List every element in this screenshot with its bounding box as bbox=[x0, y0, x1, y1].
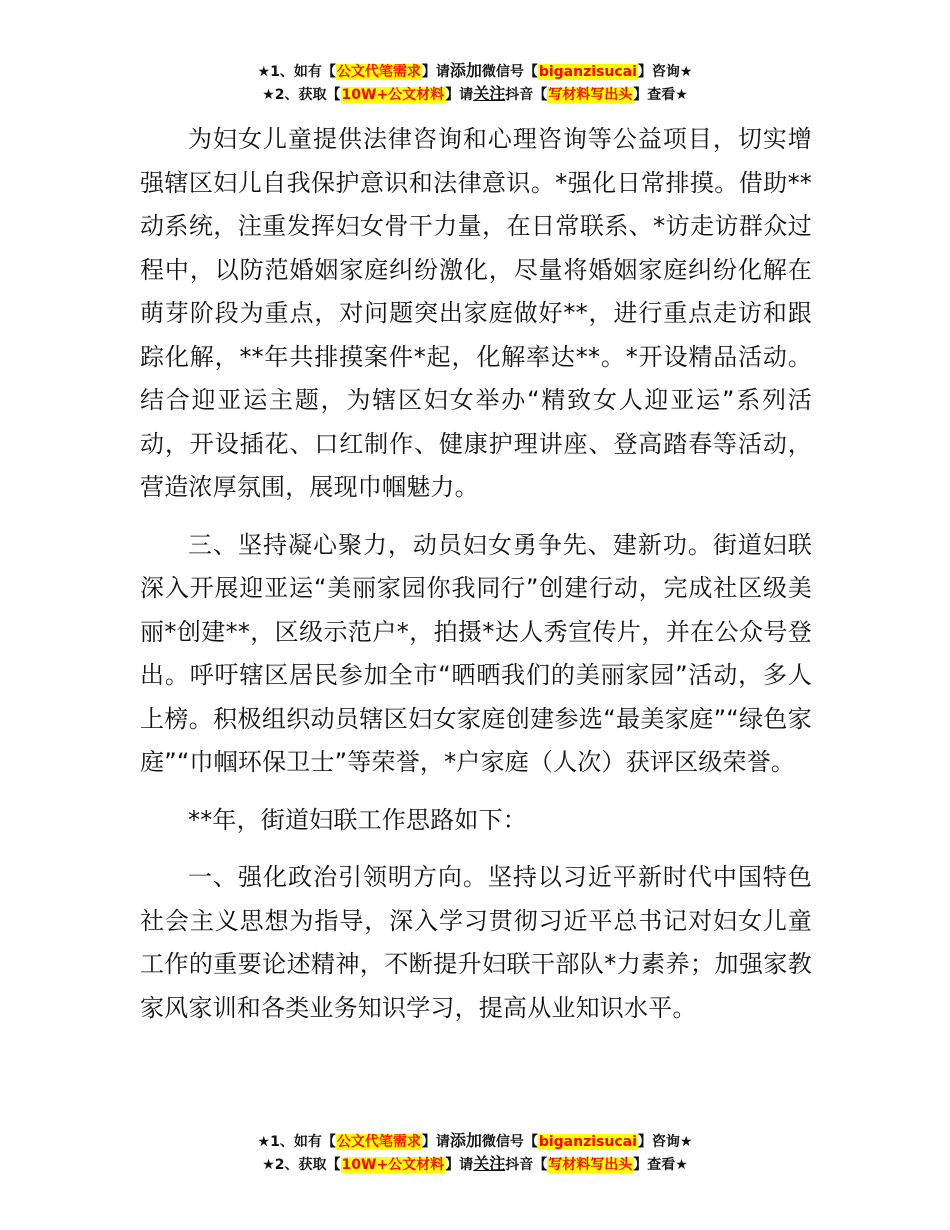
header-line-2 bbox=[0, 83, 950, 106]
header-line-1-suffix: 】咨询★ bbox=[637, 64, 693, 80]
header-line-1-text: 】请 bbox=[421, 64, 450, 80]
header-line-1-emphasis: 添加 bbox=[449, 61, 482, 80]
footer-banner bbox=[0, 1130, 950, 1176]
footer-line-2-text: 】请 bbox=[445, 1157, 474, 1173]
document-body bbox=[140, 118, 812, 1044]
header-line-2-text: 】请 bbox=[445, 87, 474, 103]
header-line-1 bbox=[0, 60, 950, 83]
footer-highlight-materials: 10W+公文材料 bbox=[341, 1157, 445, 1173]
header-line-1-prefix: ★1、如有【 bbox=[257, 64, 336, 80]
footer-line-1-prefix: ★1、如有【 bbox=[257, 1134, 336, 1150]
header-highlight-wechat-id: biganzisucai bbox=[538, 64, 637, 80]
footer-line-2-suffix: 】查看★ bbox=[633, 1157, 688, 1173]
header-line-2-text-2: 抖音【 bbox=[505, 87, 548, 103]
footer-line-1-text: 】请 bbox=[421, 1134, 450, 1150]
header-line-2-suffix: 】查看★ bbox=[633, 87, 688, 103]
footer-line-1-suffix: 】咨询★ bbox=[637, 1134, 693, 1150]
footer-line-2-emphasis: 关注 bbox=[473, 1154, 506, 1173]
footer-line-1 bbox=[0, 1130, 950, 1153]
header-highlight-douyin: 写材料写出头 bbox=[548, 87, 633, 103]
paragraph-4: 一、强化政治引领明方向。坚持以习近平新时代中国特色社会主义思想为指导，深入学习贯彻习近平总书记对妇女儿童工作的重要论述精神，不断提升妇联干部队*力素养；加强家教家风家训和各类业务知识学习，提高从业知识水平。 bbox=[140, 863, 812, 1022]
footer-highlight-douyin: 写材料写出头 bbox=[548, 1157, 633, 1173]
header-line-2-prefix: ★2、获取【 bbox=[262, 87, 341, 103]
header-line-2-emphasis: 关注 bbox=[473, 84, 506, 103]
footer-line-1-emphasis: 添加 bbox=[449, 1131, 482, 1150]
footer-line-2-prefix: ★2、获取【 bbox=[262, 1157, 341, 1173]
footer-line-1-text-2: 微信号【 bbox=[481, 1134, 538, 1150]
header-line-1-text-2: 微信号【 bbox=[481, 64, 538, 80]
footer-line-2-text-2: 抖音【 bbox=[505, 1157, 548, 1173]
header-highlight-materials: 10W+公文材料 bbox=[341, 87, 445, 103]
footer-highlight-wechat-id: biganzisucai bbox=[538, 1134, 637, 1150]
paragraph-2: 三、坚持凝心聚力，动员妇女勇争先、建新功。街道妇联深入开展迎亚运“美丽家园你我同行”创建行动，完成社区级美丽*创建**，区级示范户*，拍摄*达人秀宣传片，并在公众号登出。呼吁辖区居民参加全市“晒晒我们的美丽家园”活动，多人上榜。积极组织动员辖区妇女家庭创建参选“最美家庭”“绿色家庭”“巾帼环保卫士”等荣誉，*户家庭（人次）获评区级荣誉。 bbox=[140, 530, 812, 776]
paragraph-1: 为妇女儿童提供法律咨询和心理咨询等公益项目，切实增强辖区妇儿自我保护意识和法律意识。*强化日常排摸。借助**动系统，注重发挥妇女骨干力量，在日常联系、*访走访群众过程中，以防范婚姻家庭纠纷激化，尽量将婚姻家庭纠纷化解在萌芽阶段为重点，对问题突出家庭做好**，进行重点走访和跟踪化解，**年共排摸案件*起，化解率达**。*开设精品活动。结合迎亚运主题，为辖区妇女举办“精致女人迎亚运”系列活动，开设插花、口红制作、健康护理讲座、登高踏春等活动，营造浓厚氛围，展现巾帼魅力。 bbox=[140, 125, 812, 501]
paragraph-3: **年，街道妇联工作思路如下： bbox=[188, 805, 527, 834]
header-banner bbox=[0, 60, 950, 106]
footer-highlight-ghostwriting: 公文代笔需求 bbox=[336, 1134, 421, 1150]
footer-line-2 bbox=[0, 1153, 950, 1176]
header-highlight-ghostwriting: 公文代笔需求 bbox=[336, 64, 421, 80]
